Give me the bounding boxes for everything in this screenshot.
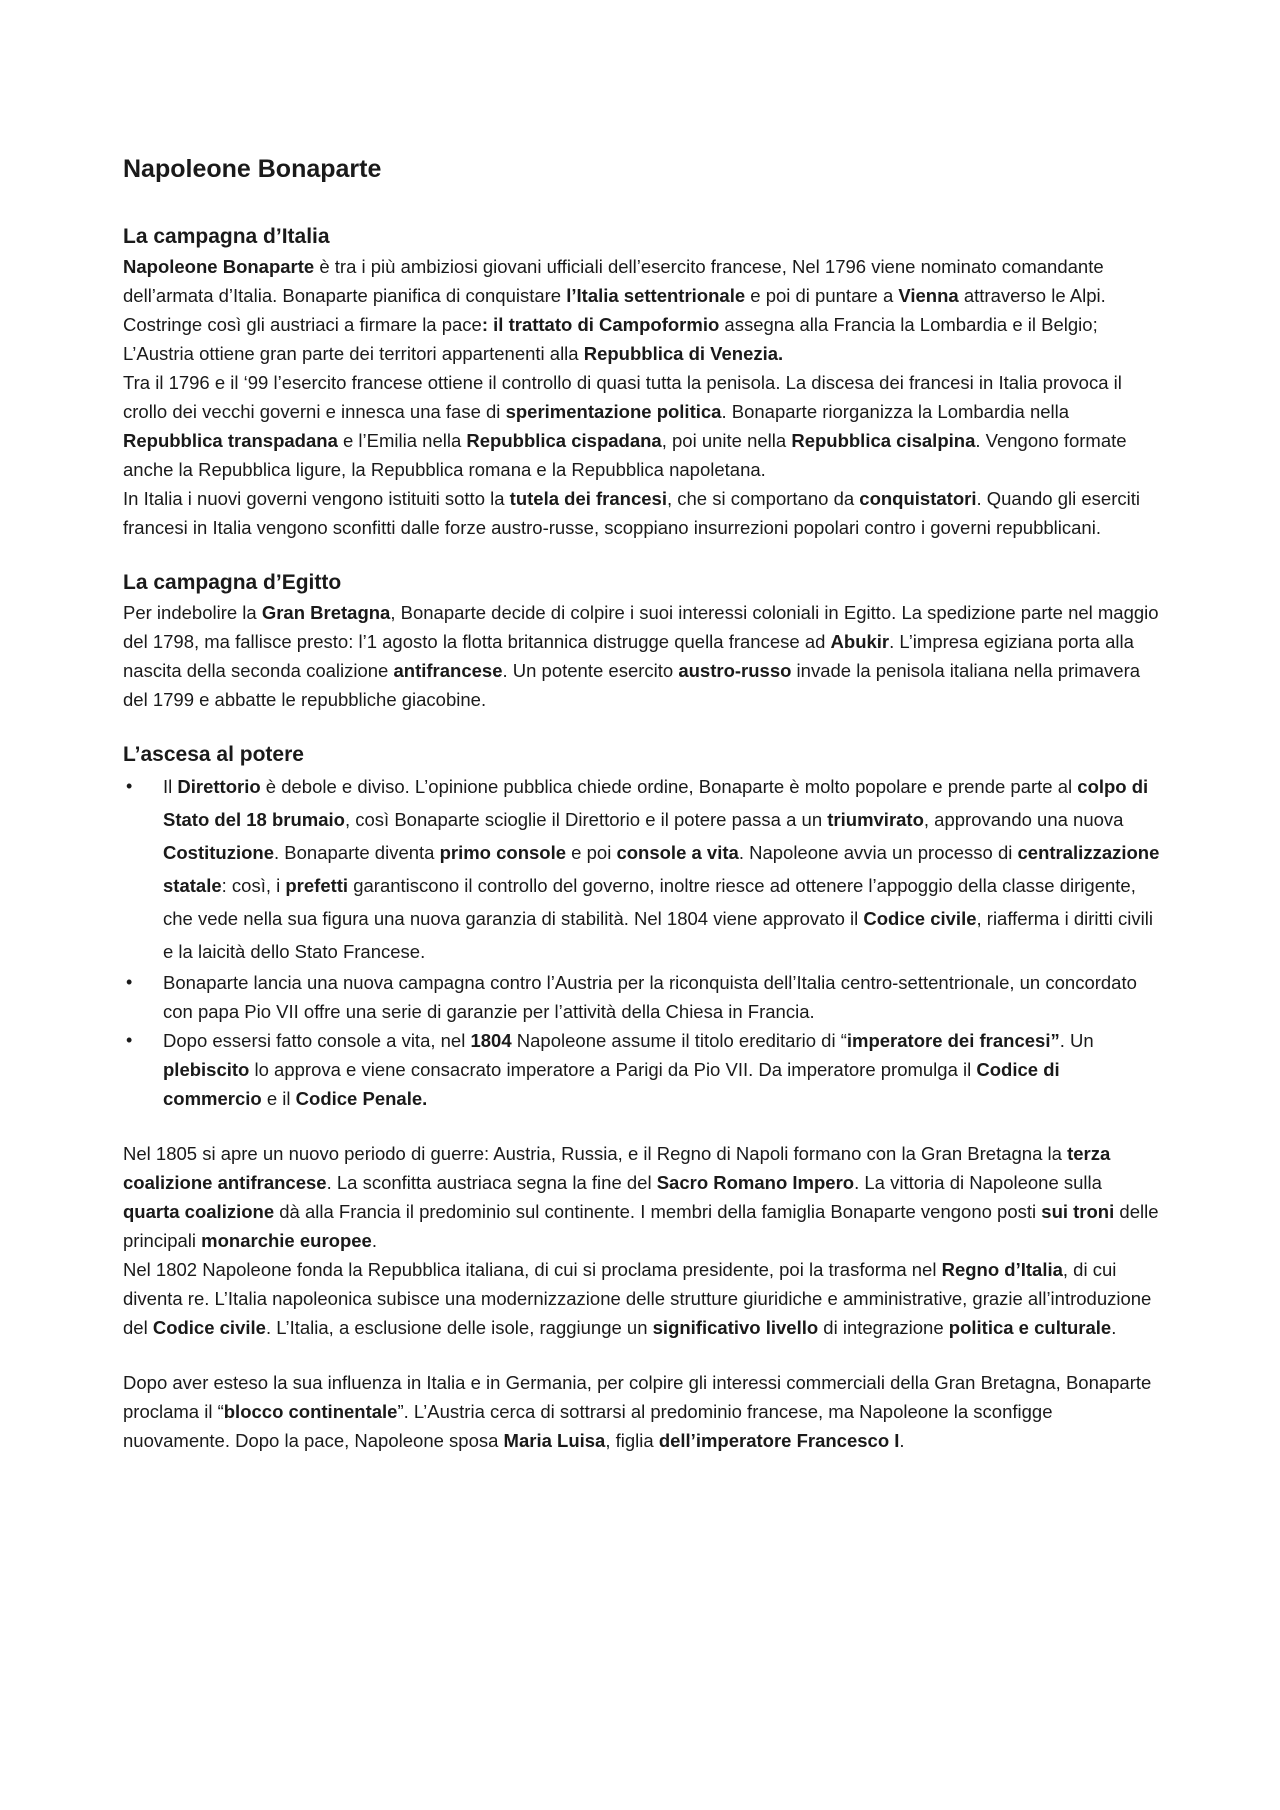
list-item	[123, 1026, 1160, 1113]
bold-term: Repubblica cispadana	[466, 430, 662, 451]
bold-term: 1804	[470, 1030, 512, 1051]
section-campagna-italia	[123, 222, 1160, 542]
bold-term: Gran Bretagna	[261, 602, 391, 623]
bold-term: triumvirato	[827, 809, 924, 830]
bold-term: plebiscito	[163, 1059, 250, 1080]
bold-term: centralizzazione statale	[163, 842, 1160, 896]
paragraph-gap	[123, 1342, 1160, 1368]
paragraph: Napoleone Bonaparte è tra i più ambiziosi giovani ufficiali dell’esercito francese, Nel 1796 viene nominato comandante dell’armata d’Italia. Bonaparte pianifica di conquistare l’Italia settentrionale e poi di puntare a Vienna attraverso le Alpi. Costringe così gli austriaci a firmare la pace: il trattato di Campoformio assegna alla Francia la Lombardia e il Belgio; L’Austria ottiene gran parte dei territori appartenenti alla Repubblica di Venezia.	[123, 256, 1106, 364]
bold-term: Codice Penale.	[295, 1088, 428, 1109]
bold-term: terza coalizione antifrancese	[123, 1143, 1111, 1193]
paragraph: Per indebolire la Gran Bretagna, Bonaparte decide di colpire i suoi interessi coloniali in Egitto. La spedizione parte nel maggio del 1798, ma fallisce presto: l’1 agosto la flotta britannica distrugge quella francese ad Abukir. L’impresa egiziana porta alla nascita della seconda coalizione antifrancese. Un potente esercito austro-russo invade la penisola italiana nella primavera del 1799 e abbatte le repubbliche giacobine.	[123, 602, 1159, 710]
bold-term: Codice civile	[863, 908, 977, 929]
bold-term: Repubblica cisalpina	[791, 430, 976, 451]
paragraph: Nel 1802 Napoleone fonda la Repubblica italiana, di cui si proclama presidente, poi la trasforma nel Regno d’Italia, di cui diventa re. L’Italia napoleonica subisce una modernizzazione delle strutture giuridiche e amministrative, grazie all’introduzione del Codice civile. L’Italia, a esclusione delle isole, raggiunge un significativo livello di integrazione politica e culturale.	[123, 1259, 1152, 1338]
bullet-list	[123, 770, 1160, 1113]
section-heading: La campagna d’Italia	[123, 225, 330, 248]
bold-term: console a vita	[616, 842, 739, 863]
bold-term: Napoleone Bonaparte	[123, 256, 315, 277]
bold-term: austro-russo	[678, 660, 792, 681]
paragraph: In Italia i nuovi governi vengono istituiti sotto la tutela dei francesi, che si comportano da conquistatori. Quando gli eserciti francesi in Italia vengono sconfitti dalle forze austro-russe, scoppiano insurrezioni popolari contro i governi repubblicani.	[123, 488, 1140, 538]
bullet-icon: •	[126, 972, 133, 992]
paragraph: Dopo aver esteso la sua influenza in Italia e in Germania, per colpire gli interessi commerciali della Gran Bretagna, Bonaparte proclama il “blocco continentale”. L’Austria cerca di sottrarsi al predominio francese, ma Napoleone la sconfigge nuovamente. Dopo la pace, Napoleone sposa Maria Luisa, figlia dell’imperatore Francesco I.	[123, 1372, 1152, 1451]
list-item-text: Il Direttorio è debole e diviso. L’opinione pubblica chiede ordine, Bonaparte è molto popolare e prende parte al colpo di Stato del 18 brumaio, così Bonaparte scioglie il Direttorio e il potere passa a un triumvirato, approvando una nuova Costituzione. Bonaparte diventa primo console e poi console a vita. Napoleone avvia un processo di centralizzazione statale: così, i prefetti garantiscono il controllo del governo, inoltre riesce ad ottenere l’appoggio della classe dirigente, che vede nella sua figura una nuova garanzia di stabilità. Nel 1804 viene approvato il Codice civile, riafferma i diritti civili e la laicità dello Stato Francese.	[163, 776, 1160, 962]
bold-term: Repubblica di Venezia.	[583, 343, 784, 364]
bold-term: sperimentazione politica	[505, 401, 722, 422]
bold-term: conquistatori	[859, 488, 977, 509]
section-ascesa-potere	[123, 740, 1160, 1113]
bold-term: sui troni	[1041, 1201, 1115, 1222]
bold-term: dell’imperatore Francesco I	[658, 1430, 900, 1451]
bullet-icon: •	[126, 1030, 133, 1050]
page-title: Napoleone Bonaparte	[123, 155, 382, 183]
bold-term: Codice civile	[152, 1317, 266, 1338]
list-item-text: Dopo essersi fatto console a vita, nel 1804 Napoleone assume il titolo ereditario di “imperatore dei francesi”. Un plebiscito lo approva e viene consacrato imperatore a Parigi da Pio VII. Da imperatore promulga il Codice di commercio e il Codice Penale.	[163, 1030, 1094, 1109]
section-impero	[123, 1139, 1160, 1455]
paragraph: Nel 1805 si apre un nuovo periodo di guerre: Austria, Russia, e il Regno di Napoli formano con la Gran Bretagna la terza coalizione antifrancese. La sconfitta austriaca segna la fine del Sacro Romano Impero. La vittoria di Napoleone sulla quarta coalizione dà alla Francia il predominio sul continente. I membri della famiglia Bonaparte vengono posti sui troni delle principali monarchie europee.	[123, 1143, 1159, 1251]
bold-term: Maria Luisa	[503, 1430, 606, 1451]
bold-term: tutela dei francesi	[509, 488, 667, 509]
bold-term: monarchie europee	[201, 1230, 372, 1251]
section-campagna-egitto	[123, 568, 1160, 714]
section-heading: La campagna d’Egitto	[123, 571, 342, 594]
list-item	[123, 968, 1160, 1026]
list-item-text: Bonaparte lancia una nuova campagna contro l’Austria per la riconquista dell’Italia centro-settentrionale, un concordato con papa Pio VII offre una serie di garanzie per l’attività della Chiesa in Francia.	[163, 972, 1137, 1022]
bold-term: politica e culturale	[948, 1317, 1112, 1338]
bold-term: Repubblica transpadana	[123, 430, 338, 451]
bold-term: Regno d’Italia	[941, 1259, 1063, 1280]
bold-term: colpo di Stato del 18 brumaio	[163, 776, 1149, 830]
bold-term: blocco continentale	[223, 1401, 398, 1422]
bold-term: Sacro Romano Impero	[656, 1172, 855, 1193]
bullet-icon: •	[126, 776, 133, 796]
bold-term: primo console	[439, 842, 567, 863]
bold-term: antifrancese	[393, 660, 503, 681]
bold-term: Codice di commercio	[163, 1059, 1060, 1109]
bold-term: Vienna	[898, 285, 959, 306]
paragraph: Tra il 1796 e il ‘99 l’esercito francese ottiene il controllo di quasi tutta la penisola. La discesa dei francesi in Italia provoca il crollo dei vecchi governi e innesca una fase di sperimentazione politica. Bonaparte riorganizza la Lombardia nella Repubblica transpadana e l’Emilia nella Repubblica cispadana, poi unite nella Repubblica cisalpina. Vengono formate anche la Repubblica ligure, la Repubblica romana e la Repubblica napoletana.	[123, 372, 1127, 480]
bold-term: quarta coalizione	[123, 1201, 275, 1222]
bold-term: imperatore dei francesi”	[846, 1030, 1060, 1051]
bold-term: significativo livello	[652, 1317, 819, 1338]
bold-term: : il trattato di Campoformio	[481, 314, 720, 335]
bold-term: Costituzione	[163, 842, 274, 863]
bold-term: l’Italia settentrionale	[566, 285, 746, 306]
list-item	[123, 770, 1160, 968]
section-heading: L’ascesa al potere	[123, 743, 304, 766]
bold-term: Direttorio	[177, 776, 261, 797]
bold-term: Abukir	[830, 631, 890, 652]
bold-term: prefetti	[285, 875, 349, 896]
